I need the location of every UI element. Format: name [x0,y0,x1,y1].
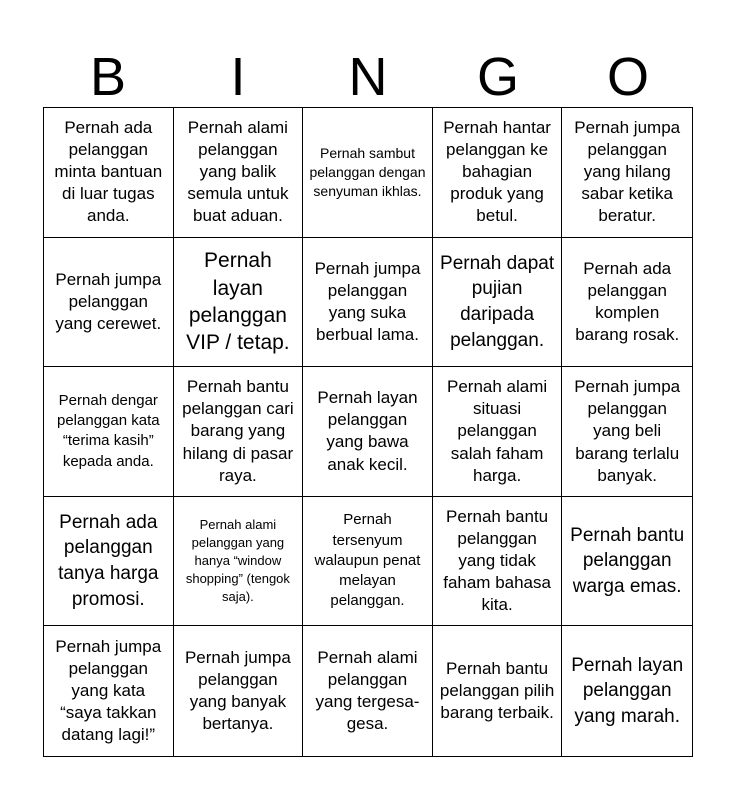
bingo-cell-23[interactable]: Pernah alami pelanggan yang tergesa-gesa. [303,626,433,756]
bingo-cell-5[interactable]: Pernah jumpa pelanggan yang hilang sabar ketika beratur. [562,108,692,238]
bingo-cell-18[interactable]: Pernah tersenyum walaupun penat melayan pelanggan. [303,497,433,627]
bingo-cell-2[interactable]: Pernah alami pelanggan yang balik semula untuk buat aduan. [174,108,304,238]
bingo-cell-8[interactable]: Pernah jumpa pelanggan yang suka berbual lama. [303,238,433,368]
bingo-cell-14[interactable]: Pernah alami situasi pelanggan salah faham harga. [433,367,563,497]
bingo-cell-24[interactable]: Pernah bantu pelanggan pilih barang terbaik. [433,626,563,756]
bingo-cell-9[interactable]: Pernah dapat pujian daripada pelanggan. [433,238,563,368]
bingo-cell-6[interactable]: Pernah jumpa pelanggan yang cerewet. [44,238,174,368]
bingo-cell-10[interactable]: Pernah ada pelanggan komplen barang rosak. [562,238,692,368]
bingo-cell-3[interactable]: Pernah sambut pelanggan dengan senyuman ikhlas. [303,108,433,238]
header-letter-n: N [348,47,388,107]
bingo-cell-1[interactable]: Pernah ada pelanggan minta bantuan di luar tugas anda. [44,108,174,238]
bingo-cell-15[interactable]: Pernah jumpa pelanggan yang beli barang terlalu banyak. [562,367,692,497]
bingo-cell-22[interactable]: Pernah jumpa pelanggan yang banyak bertanya. [174,626,304,756]
header-letter-g: G [476,47,519,107]
bingo-cell-13[interactable]: Pernah layan pelanggan yang bawa anak kecil. [303,367,433,497]
bingo-cell-20[interactable]: Pernah bantu pelanggan warga emas. [562,497,692,627]
bingo-cell-19[interactable]: Pernah bantu pelanggan yang tidak faham bahasa kita. [433,497,563,627]
bingo-cell-21[interactable]: Pernah jumpa pelanggan yang kata “saya takkan datang lagi!” [44,626,174,756]
bingo-grid [43,107,693,757]
header-letter-i: I [230,47,246,107]
bingo-cell-25[interactable]: Pernah layan pelanggan yang marah. [571,654,684,728]
bingo-cell-7[interactable]: Pernah layan pelanggan VIP / tetap. [174,238,304,368]
header-letter-o: O [606,47,649,107]
bingo-cell-4[interactable]: Pernah hantar pelanggan ke bahagian produk yang betul. [433,108,563,238]
bingo-header [43,48,693,106]
bingo-cell-12[interactable]: Pernah bantu pelanggan cari barang yang hilang di pasar raya. [174,367,304,497]
bingo-cell-11[interactable]: Pernah dengar pelanggan kata “terima kasih” kepada anda. [44,367,174,497]
bingo-cell-17[interactable]: Pernah alami pelanggan yang hanya “window shopping” (tengok saja). [174,497,304,627]
bingo-cell-16[interactable]: Pernah ada pelanggan tanya harga promosi. [44,497,174,627]
header-letter-b: B [89,47,127,107]
